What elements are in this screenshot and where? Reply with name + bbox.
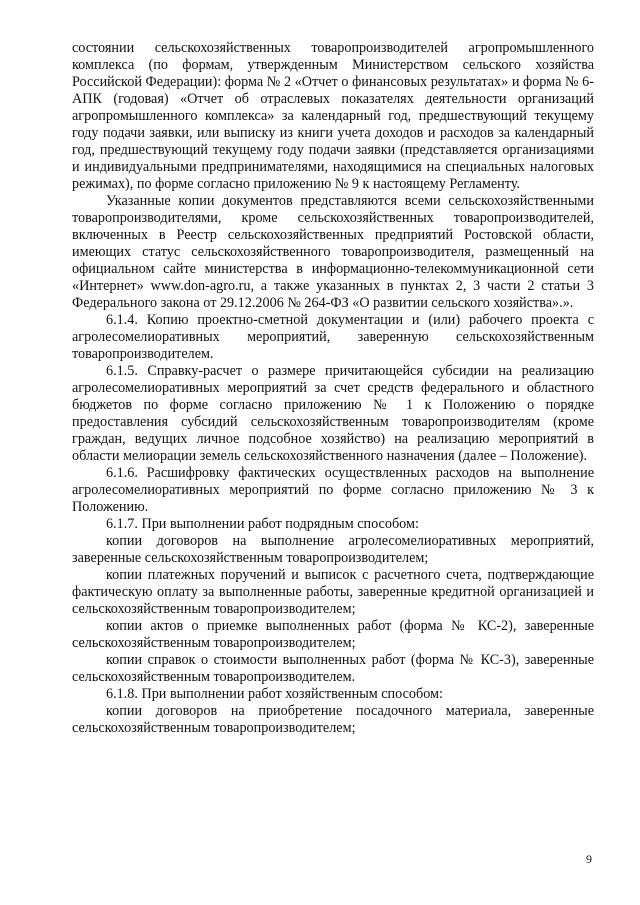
- paragraph-planting-material-copies: копии договоров на приобретение посадочного материала, заверенные сельскохозяйственным товаропроизводителем;: [72, 703, 594, 736]
- paragraph-ks2-copies: копии актов о приемке выполненных работ (форма № КС-2), заверенные сельскохозяйственным товаропроизводителем;: [72, 618, 594, 651]
- paragraph-contract-copies: копии договоров на выполнение агролесомелиоративных мероприятий, заверенные сельскохозяйственным товаропроизводителем;: [72, 533, 594, 566]
- paragraph-6-1-6: 6.1.6. Расшифровку фактических осуществленных расходов на выполнение агролесомелиоративных мероприятий по форме согласно приложению № 3 к Положению.: [72, 465, 594, 515]
- page-number: 9: [586, 852, 592, 866]
- paragraph-continuation: состоянии сельскохозяйственных товаропроизводителей агропромышленного комплекса (по формам, утвержденным Министерством сельского хозяйства Российской Федерации): форма № 2 «Отчет о финансовых результатах» и форма № 6-АПК (годовая) «Отчет об отраслевых показателях деятельности организаций агропромышленного комплекса» за календарный год, предшествующий текущему году подачи заявки, или выписку из книги учета доходов и расходов за календарный год, предшествующий текущему году подачи заявки (представляется организациями и индивидуальными предпринимателями, находящимися на специальных налоговых режимах), по форме согласно приложению № 9 к настоящему Регламенту.: [72, 40, 594, 192]
- paragraph-ks3-copies: копии справок о стоимости выполненных работ (форма № КС-3), заверенные сельскохозяйственным товаропроизводителем.: [72, 652, 594, 685]
- paragraph-6-1-4: 6.1.4. Копию проектно-сметной документации и (или) рабочего проекта с агролесомелиоративных мероприятий, заверенную сельскохозяйственным товаропроизводителем.: [72, 312, 594, 362]
- paragraph-documents-note: Указанные копии документов представляются всеми сельскохозяйственными товаропроизводителями, кроме сельскохозяйственных товаропроизводителей, включенных в Реестр сельскохозяйственных предприятий Ростовской области, имеющих статус сельскохозяйственного товаропроизводителя, размещенный на официальном сайте министерства в информационно-телекоммуникационной сети «Интернет» www.don-agro.ru, а также указанных в пунктах 2, 3 части 2 статьи 3 Федерального закона от 29.12.2006 № 264-ФЗ «О развитии сельского хозяйства».».: [72, 193, 594, 311]
- paragraph-6-1-7: 6.1.7. При выполнении работ подрядным способом:: [106, 516, 419, 532]
- paragraph-6-1-5: 6.1.5. Справку-расчет о размере причитающейся субсидии на реализацию агролесомелиоративных мероприятий за счет средств федерального и областного бюджетов по форме согласно приложению № 1 к Положению о порядке предоставления субсидий сельскохозяйственным товаропроизводителям (кроме граждан, ведущих личное подсобное хозяйство) на реализацию мероприятий в области мелиорации земель сельскохозяйственного назначения (далее – Положение).: [72, 363, 594, 464]
- paragraph-6-1-8: 6.1.8. При выполнении работ хозяйственным способом:: [106, 686, 443, 702]
- paragraph-payment-copies: копии платежных поручений и выписок с расчетного счета, подтверждающие фактическую оплату за выполненные работы, заверенные кредитной организацией и сельскохозяйственным товаропроизводителем;: [72, 567, 594, 617]
- document-body: [72, 40, 594, 737]
